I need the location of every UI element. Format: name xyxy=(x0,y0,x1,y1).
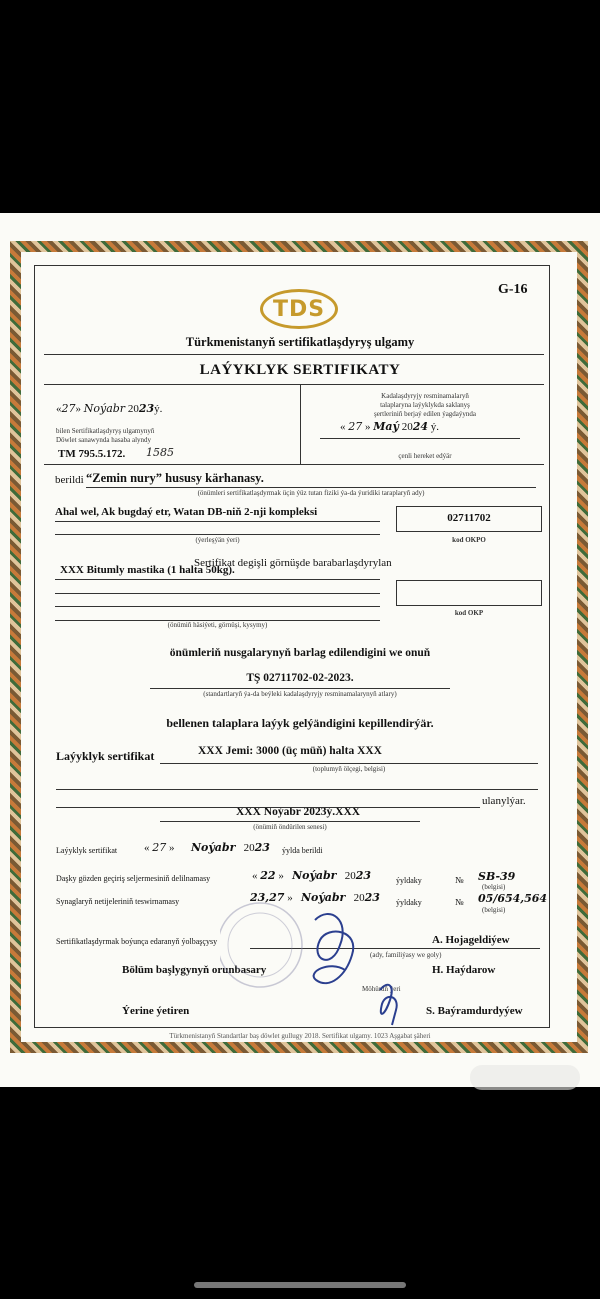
sign2-name: H. Haýdarow xyxy=(432,964,496,976)
sign1-name: A. Hojageldiýew xyxy=(432,934,510,946)
form-code: G-16 xyxy=(498,282,528,297)
valid-month: Maý xyxy=(373,420,399,433)
stamp-label: Möhürüň ýeri xyxy=(362,985,401,993)
field-line xyxy=(160,763,538,764)
field-line xyxy=(150,688,450,689)
row2-caption: (belgisi) xyxy=(482,883,506,891)
field-line xyxy=(160,821,420,822)
stamp-and-signatures xyxy=(220,900,420,1040)
okpo-value: 02711702 xyxy=(447,512,491,524)
field-line xyxy=(86,487,536,488)
registration-handwritten: 1585 xyxy=(146,446,174,459)
divider xyxy=(44,354,544,355)
row2-label: Daşky gözden geçiriş seljermesiniň delilnamasy xyxy=(56,874,211,883)
issue-month: Noýabr xyxy=(83,402,126,415)
issued-to-caption: (önümleri sertifikatlaşdyrmak üçin ýüz tutan fiziki ýa-da ýuridiki taraplaryň ady) xyxy=(197,489,425,497)
divider xyxy=(44,464,544,465)
issued-to: “Zemin nury” hususy kärhanasy. xyxy=(86,471,264,485)
sign3-label: Ýerine ýetiren xyxy=(122,1005,190,1017)
tds-logo: TDS xyxy=(260,289,338,329)
column-divider xyxy=(300,384,301,464)
issue-year: 23 xyxy=(138,402,155,415)
validity-note: Kadalaşdyryjy resminamalaryň xyxy=(381,392,469,400)
field-line xyxy=(56,789,538,790)
row2-suffix: ýyldaky xyxy=(396,876,422,885)
row2-number: SB-39 xyxy=(478,870,516,883)
footer: Türkmenistanyň Standartlar baş döwlet gullugy 2018. Sertifikat ulgamy. 1023 Aşgabat şäheri xyxy=(169,1032,431,1040)
row3-no-label: № xyxy=(455,897,464,907)
row3-date: 23,27 » Noýabr 2023 xyxy=(250,891,380,904)
field-line xyxy=(55,593,380,594)
okpo-label: kod OKPO xyxy=(452,536,486,544)
field-line xyxy=(55,579,380,580)
standard-caption: (standartlaryň ýa-da beýleki kadalaşdyryjy resminamalarynyň atlary) xyxy=(203,690,397,698)
okp-label: kod OKP xyxy=(454,609,484,617)
issued-to-label: berildi xyxy=(55,474,84,486)
date-line xyxy=(320,438,520,439)
row1-suffix: ýylda berildi xyxy=(282,846,323,855)
used-label: ulanylýar. xyxy=(482,795,526,807)
address: Ahal wel, Ak bugdaý etr, Watan DB-niň 2-nji kompleksi xyxy=(55,506,318,518)
row3-number: 05/654,564 xyxy=(478,892,548,905)
issue-day: 27 xyxy=(61,402,76,415)
row2-no-label: № xyxy=(455,875,464,885)
valid-until-date: « 27 » Maý 2024 ý. xyxy=(340,420,440,433)
row3-label: Synaglaryň netijeleriniň teswirnamasy xyxy=(56,897,180,906)
field-line xyxy=(55,534,380,535)
row2-date: « 22 » Noýabr 2023 xyxy=(252,869,372,882)
sign3-name: S. Baýramdurdyýew xyxy=(426,1005,523,1017)
production-caption: (önümiň öndürilen senesi) xyxy=(253,823,327,831)
validity-note: talaplaryna laýyklykda saklanyş xyxy=(380,401,470,409)
compliance-text: bellenen talaplara laýyk gelýändigini kepillendirýär. xyxy=(166,716,434,730)
product-intro: Sertifikat degişli görnüşde barabarlaşdyrylan xyxy=(194,557,392,569)
volume-caption: (toplumyň ölçegi, belgisi) xyxy=(312,765,386,773)
registration-note: bilen Sertifikatlaşdyryş ulgamynyň xyxy=(56,427,155,435)
valid-note: çenli hereket edýär xyxy=(398,452,452,460)
registration-note: Döwlet sanawynda hasaba alyndy xyxy=(56,436,152,444)
document-title: LAÝYKLYK SERTIFIKATY xyxy=(199,362,401,378)
sign2-label: Bölüm başlygynyň orunbasary xyxy=(122,964,267,976)
divider xyxy=(44,384,544,385)
row3-caption: (belgisi) xyxy=(482,906,506,914)
product-name: XXX Bitumly mastika (1 halta 50kg). xyxy=(60,564,235,576)
cert-label: Laýyklyk sertifikat xyxy=(56,749,155,763)
okp-box xyxy=(396,580,542,606)
valid-year: 24 xyxy=(412,420,429,433)
standard: TŞ 02711702-02-2023. xyxy=(246,672,354,684)
validity-note: şertleriniň berjaý edilen ýagdaýynda xyxy=(373,410,477,418)
valid-day: 27 xyxy=(348,420,363,433)
home-indicator[interactable] xyxy=(194,1282,406,1288)
field-line xyxy=(55,606,380,607)
signature-1 xyxy=(314,914,354,983)
sign-caption: (ady, familiýasy we goly) xyxy=(370,951,442,959)
tested-text: önümleriň nusgalarynyň barlag edilendigini we onuň xyxy=(169,647,431,659)
address-caption: (ýerleşýän ýeri) xyxy=(195,536,240,544)
volume: XXX Jemi: 3000 (üç müň) halta XXX xyxy=(198,745,382,757)
field-line xyxy=(56,807,480,808)
issue-date: «27» Noýabr 2023ý. xyxy=(56,402,163,415)
signature-2 xyxy=(380,985,397,1025)
registration-number: TM 795.5.172. xyxy=(58,448,126,460)
sign1-label: Sertifikatlaşdyrmak boýunça edaranyň ýolbaşçysy xyxy=(56,937,218,946)
field-line xyxy=(55,521,380,522)
stamp-seal xyxy=(220,903,302,987)
row1-date: « 27 » Noýabr 2023 xyxy=(144,841,270,854)
product-caption: (önümiň häsiýeti, görnüşi, kysymy) xyxy=(167,621,268,629)
system-title: Türkmenistanyň sertifikatlaşdyryş ulgamy xyxy=(185,335,415,349)
production-date: XXX Noýabr 2023ý.XXX xyxy=(236,806,361,818)
row1-label: Laýyklyk sertifikat xyxy=(56,846,118,855)
row3-suffix: ýyldaky xyxy=(396,898,422,907)
